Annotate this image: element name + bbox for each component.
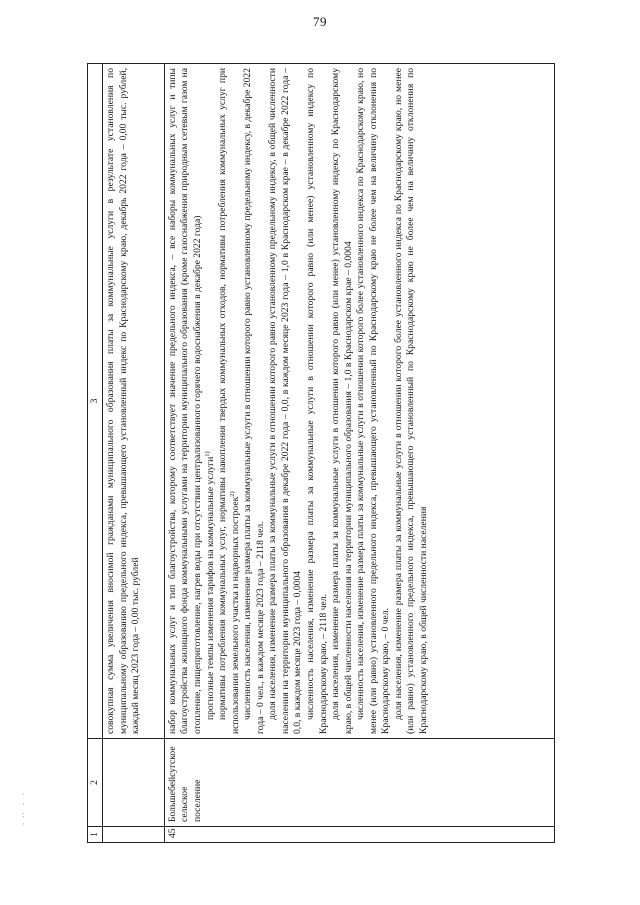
rotated-table <box>87 63 555 843</box>
prev-row-number <box>103 827 165 843</box>
row-details <box>164 64 554 739</box>
header-col-2: 2 <box>88 739 103 827</box>
paragraph-set: набор коммунальных услуг и тип благоустройства, которому соответствует значение предельного индекса, – все наборы коммунальных услуг и типы благоустройства жилищного фонда коммунальными услугами на территории муниципального образования (кроме газоснабжения природным сетевым газом на отопление, пищеприготовление, нагрев воды при отсутствии централизованного горячего водоснабжения в декабре 2022 года) <box>166 68 204 734</box>
paragraph-tariffs: прогнозные темпы изменения тарифов на коммунальные услуги$^{1)}$ <box>203 451 216 720</box>
header-col-3: 3 <box>88 64 103 739</box>
paragraph-share-le: доля населения, изменение размера платы за коммунальные услуги в отношении которого равно (или менее) установленному индексу по Краснодарскому краю, в общей численности населения на территории муниципального образования – 1,0 в Краснодарском крае – 0,0004 <box>330 68 354 734</box>
table-row-prev <box>103 64 165 843</box>
paragraph-population-gt: численность населения, изменение размера платы за коммунальные услуги в отношении которого более установленного индекса по Краснодарскому краю, но менее (или равно) установленного предельного индекса, превышающего установленный по Краснодарскому краю не более чем на величину отклонения по Краснодарскому краю, – 0 чел. <box>355 68 392 734</box>
table-row-45 <box>164 64 554 843</box>
paragraph-population-equal: численность населения, изменение размера платы за коммунальные услуги в отношении которого равно установленному предельному индексу, в декабре 2022 года – 0 чел., в каждом месяце 2023 года – 2118 чел. <box>242 68 266 734</box>
row-number: 45 <box>164 827 554 843</box>
prev-row-text <box>103 64 165 739</box>
scan-edge-marks: · · : · <box>22 790 25 829</box>
prev-row-name <box>103 739 165 827</box>
paragraph-share-gt: доля населения, изменение размера платы за коммунальные услуги в отношении которого более установленного индекса по Краснодарскому краю, но менее (или равно) установленного предельного индекса, превышающего установленный по Краснодарскому краю не более чем на величину отклонения по Краснодарскому краю, в общей численности населения <box>392 68 429 734</box>
prev-row-paragraph: совокупная сумма увеличения вносимой гражданами муниципального образования платы за коммунальные услуги в результате установления по муниципальному образованию предельного индекса, превышающего установленный индекс по Краснодарскому краю, декабрь 2022 года – 0,00 тыс. рублей, каждый месяц 2023 года – 0,00 тыс. рублей <box>105 68 142 734</box>
settlement-name: Большебейсугское сельское поселение <box>164 739 554 827</box>
table-header-row <box>88 64 103 843</box>
header-col-1: 1 <box>88 827 103 843</box>
paragraph-norms: нормативы потребления коммунальных услуг, нормативы накопления твердых коммунальных отходов, нормативы потребления коммунальных услуг при использовании земельного участка и надворных построек$^{2)}$ <box>217 68 241 734</box>
page-number: 79 <box>313 14 327 29</box>
paragraph-population-le: численность населения, изменение размера платы за коммунальные услуги в отношении которого равно (или менее) установленному индексу по Краснодарскому краю, – 2118 чел. <box>304 68 329 734</box>
paragraph-share-equal: доля населения, изменение размера платы за коммунальные услуги в отношении которого равно установленному предельному индексу, в общей численности населения на территории муниципального образования в декабре 2022 года – 0,0, в каждом месяце 2023 года – 1,0 в Краснодарском крае – в декабре 2022 года – 0,0, в каждом месяце 2023 года – 0,0004 <box>267 68 304 734</box>
